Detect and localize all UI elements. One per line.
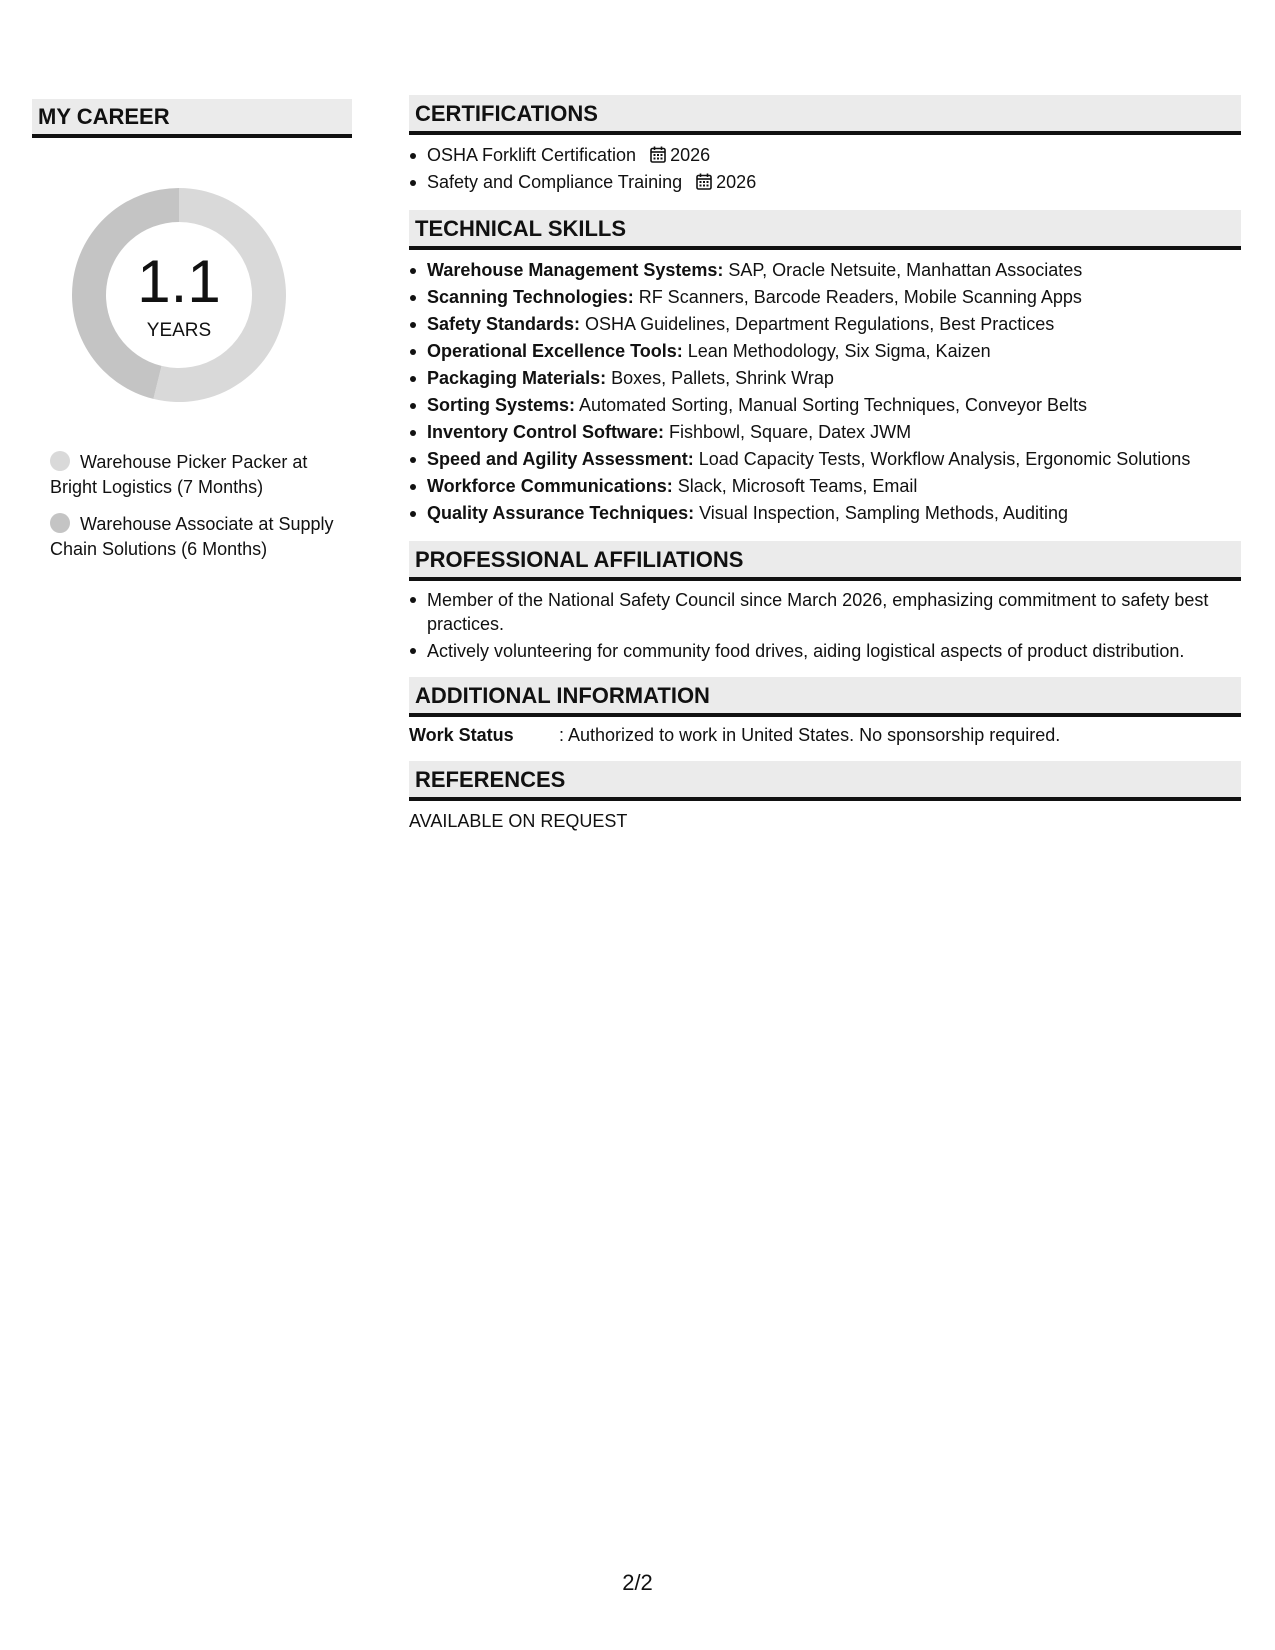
- certification-name: Safety and Compliance Training: [427, 172, 683, 192]
- skill-item: [427, 446, 1241, 473]
- certifications-heading: CERTIFICATIONS: [409, 95, 1241, 135]
- legend-dot-icon: [50, 451, 70, 471]
- career-legend-text: Warehouse Associate at Supply Chain Solutions (6 Months): [50, 514, 334, 559]
- skill-value: OSHA Guidelines, Department Regulations, Best Practices: [580, 314, 1055, 334]
- skill-value: Load Capacity Tests, Workflow Analysis, Ergonomic Solutions: [693, 449, 1191, 469]
- career-heading: MY CAREER: [32, 99, 352, 138]
- certification-year: 2026: [716, 172, 757, 192]
- additional-info-heading: ADDITIONAL INFORMATION: [409, 677, 1241, 717]
- skill-item: [427, 311, 1241, 338]
- skill-label: Safety Standards:: [427, 314, 581, 334]
- certifications-section: [409, 95, 1241, 196]
- skill-label: Operational Excellence Tools:: [427, 341, 683, 361]
- certification-item: [427, 142, 1241, 169]
- skill-item: [427, 473, 1241, 500]
- career-legend-item: [50, 450, 340, 500]
- calendar-icon: [696, 173, 712, 190]
- career-donut-chart: [64, 180, 294, 410]
- skill-item: [427, 392, 1241, 419]
- donut-center: [64, 180, 294, 410]
- skill-value: Fishbowl, Square, Datex JWM: [664, 422, 912, 442]
- skill-label: Speed and Agility Assessment:: [427, 449, 694, 469]
- skill-label: Inventory Control Software:: [427, 422, 665, 442]
- career-legend: [50, 450, 340, 562]
- skill-value: Lean Methodology, Six Sigma, Kaizen: [682, 341, 991, 361]
- technical-skills-section: [409, 210, 1241, 527]
- skill-item: [427, 338, 1241, 365]
- skill-value: Automated Sorting, Manual Sorting Techniques, Conveyor Belts: [575, 395, 1088, 415]
- affiliation-item: Member of the National Safety Council since March 2026, emphasizing commitment to safety best practices.: [427, 588, 1241, 636]
- work-status-value: : Authorized to work in United States. No sponsorship required.: [559, 725, 1061, 745]
- certification-name: OSHA Forklift Certification: [427, 145, 637, 165]
- skill-label: Packaging Materials:: [427, 368, 607, 388]
- work-status-label: Work Status: [409, 725, 514, 745]
- skill-item: [427, 500, 1241, 527]
- certification-item: [427, 169, 1241, 196]
- skill-label: Sorting Systems:: [427, 395, 576, 415]
- skill-item: [427, 284, 1241, 311]
- main-column: [409, 95, 1241, 847]
- certifications-list: [409, 142, 1241, 196]
- skill-value: Visual Inspection, Sampling Methods, Auditing: [694, 503, 1068, 523]
- career-legend-text: Warehouse Picker Packer at Bright Logistics (7 Months): [50, 452, 308, 497]
- skill-value: Slack, Microsoft Teams, Email: [672, 476, 918, 496]
- affiliation-item: Actively volunteering for community food drives, aiding logistical aspects of product distribution.: [427, 639, 1241, 663]
- skill-item: [427, 419, 1241, 446]
- skill-label: Quality Assurance Techniques:: [427, 503, 695, 523]
- skill-label: Warehouse Management Systems:: [427, 260, 724, 280]
- technical-skills-heading: TECHNICAL SKILLS: [409, 210, 1241, 250]
- skill-label: Workforce Communications:: [427, 476, 673, 496]
- references-text: AVAILABLE ON REQUEST: [409, 811, 628, 831]
- legend-dot-icon: [50, 513, 70, 533]
- skill-value: RF Scanners, Barcode Readers, Mobile Scanning Apps: [633, 287, 1082, 307]
- certification-year: 2026: [670, 145, 711, 165]
- career-legend-item: [50, 512, 340, 562]
- affiliations-list: [409, 588, 1241, 663]
- skill-value: Boxes, Pallets, Shrink Wrap: [606, 368, 834, 388]
- page-number: 2/2: [622, 1570, 653, 1595]
- career-total-value: 1.1: [137, 248, 221, 315]
- references-heading: REFERENCES: [409, 761, 1241, 801]
- skill-item: [427, 365, 1241, 392]
- calendar-icon: [650, 146, 666, 163]
- references-section: [409, 761, 1241, 833]
- skill-label: Scanning Technologies:: [427, 287, 634, 307]
- career-total-unit: YEARS: [146, 320, 212, 341]
- affiliations-heading: PROFESSIONAL AFFILIATIONS: [409, 541, 1241, 581]
- affiliations-section: [409, 541, 1241, 663]
- technical-skills-list: [409, 257, 1241, 527]
- skill-value: SAP, Oracle Netsuite, Manhattan Associates: [723, 260, 1083, 280]
- career-column: [32, 99, 352, 574]
- additional-info-section: [409, 677, 1241, 747]
- work-status-row: [409, 723, 1241, 747]
- skill-item: [427, 257, 1241, 284]
